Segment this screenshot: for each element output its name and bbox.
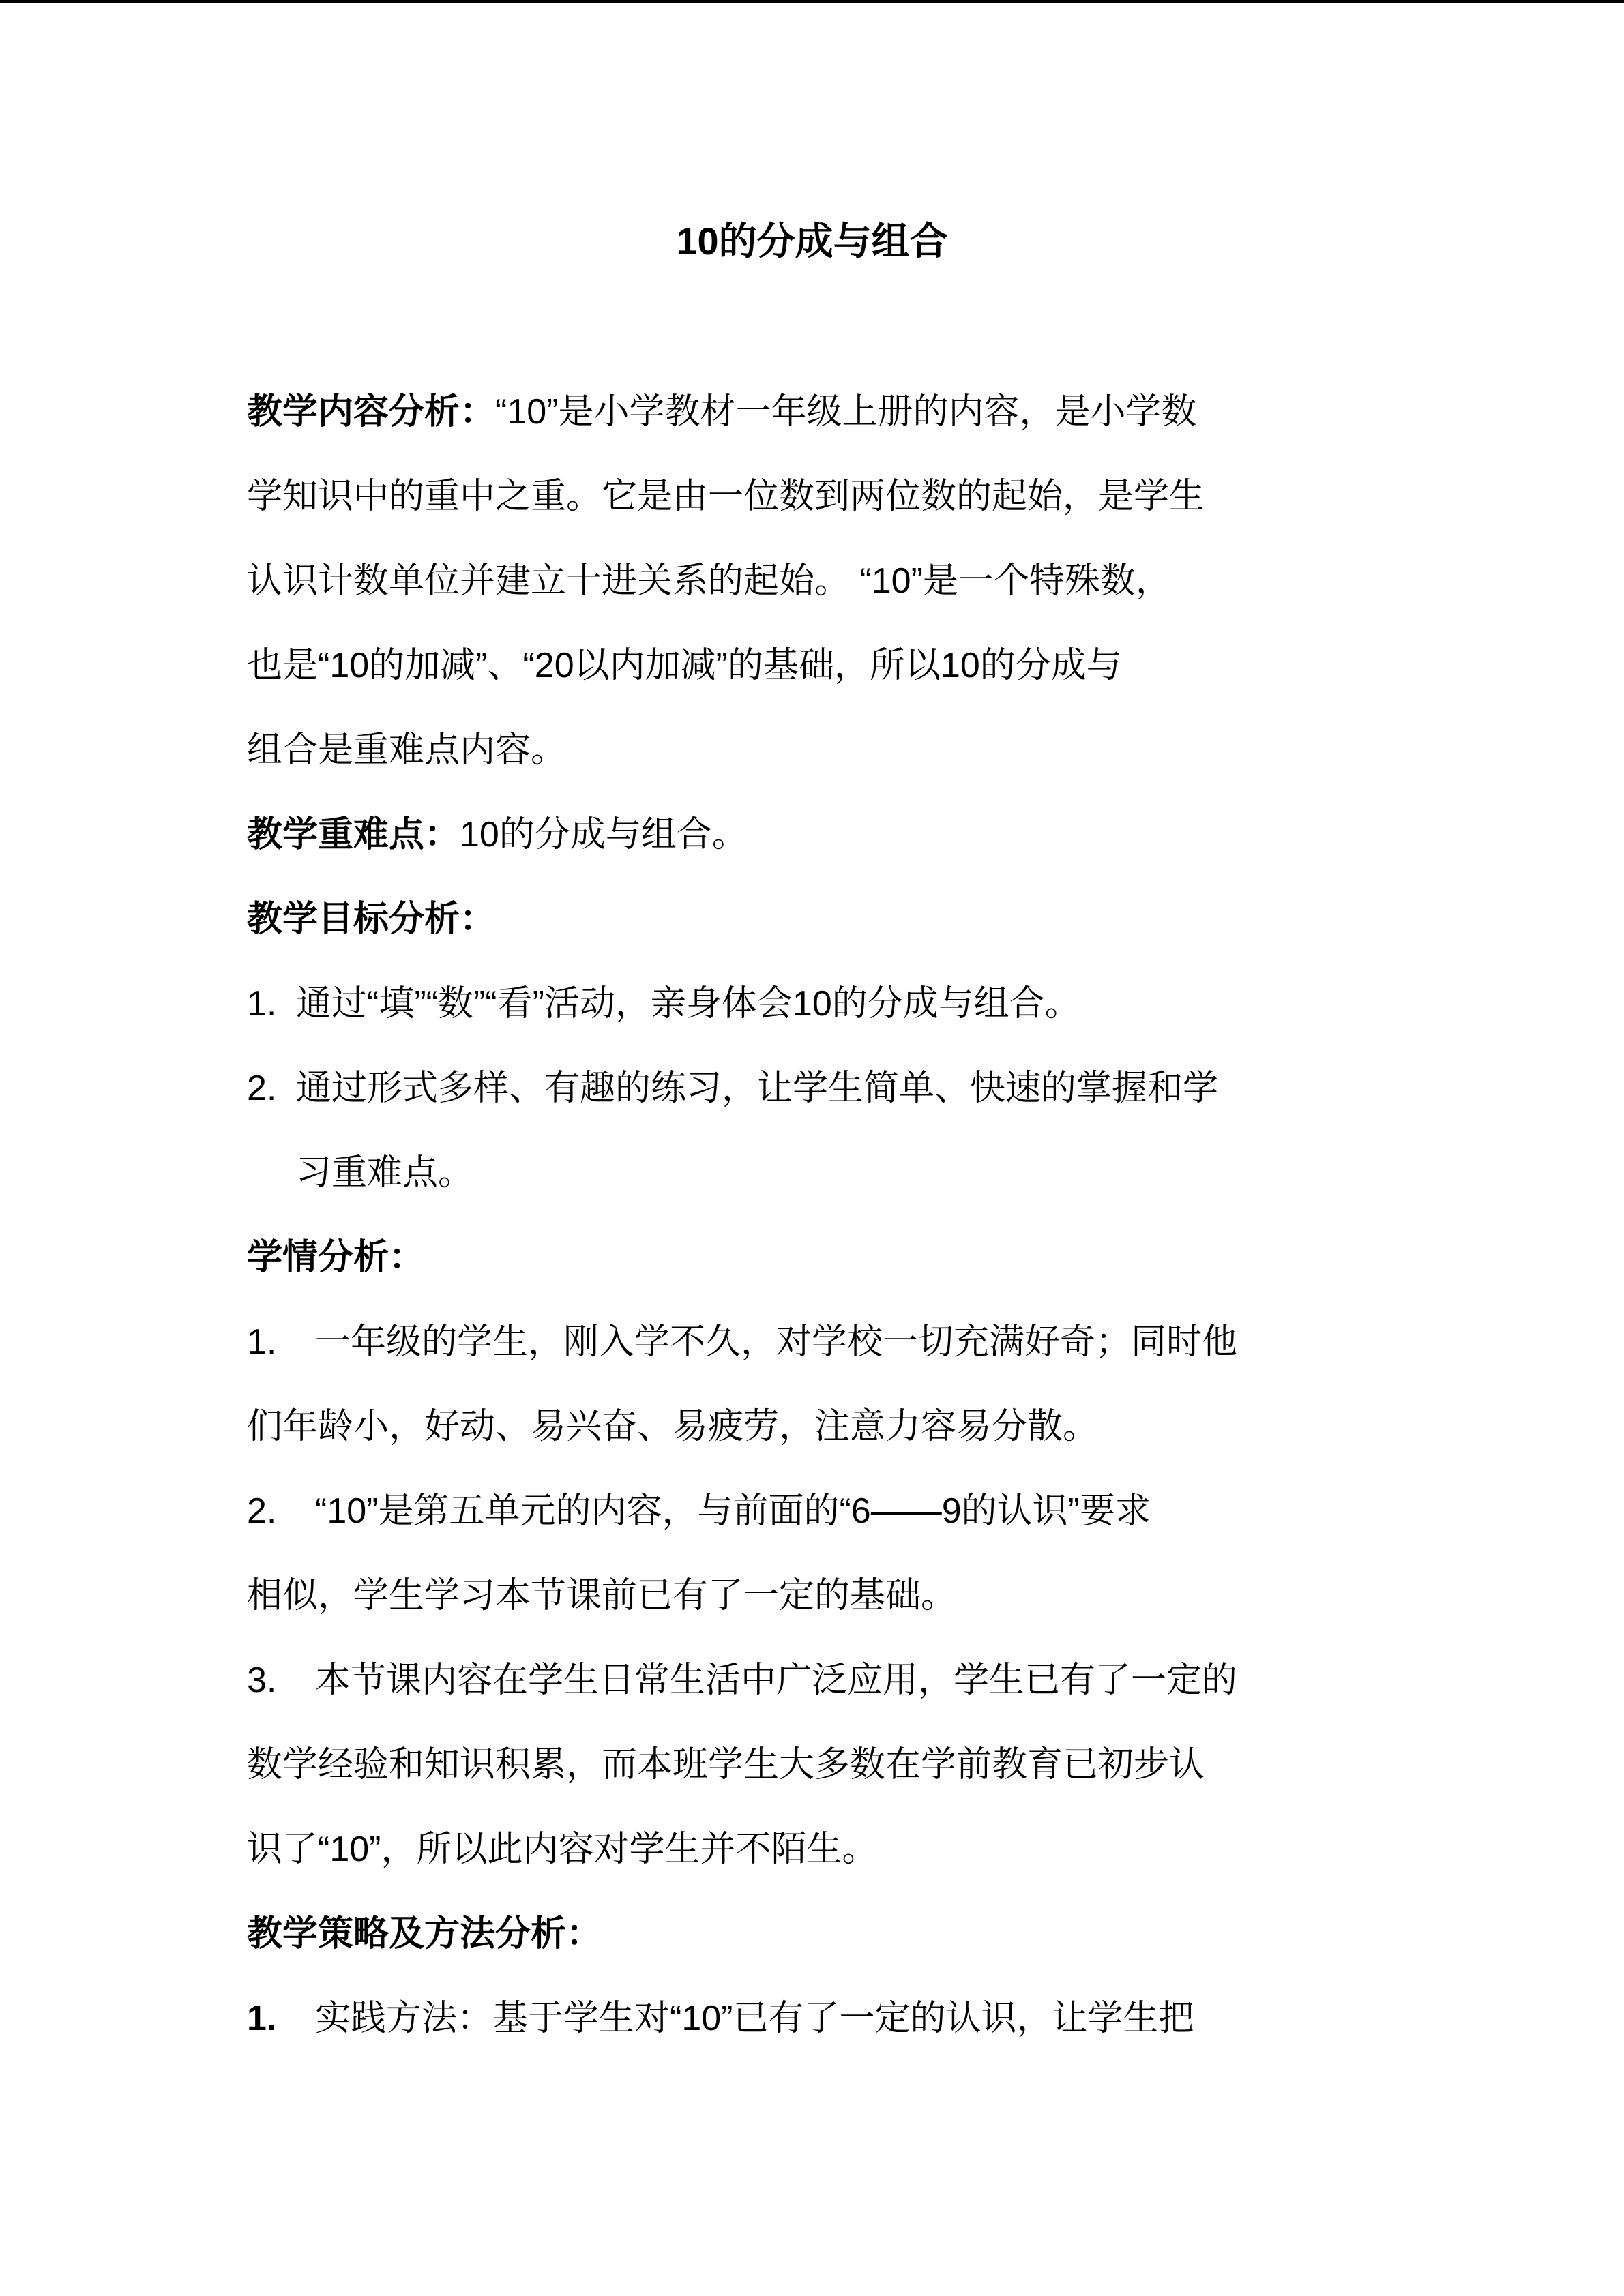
objective-item-text: 通过形式多样、有趣的练习，让学生简单、快速的掌握和学 [296, 1069, 1219, 1108]
learning-situation-item-2 [247, 1484, 1151, 1538]
learning-situation-heading: 学情分析： [247, 1238, 425, 1277]
learning-situation-item-3 [247, 1653, 1237, 1708]
learning-situation-item-text: 一年级的学生，刚入学不久，对学校一切充满好奇；同时他 [315, 1322, 1238, 1362]
objectives-heading: 教学目标分析： [247, 899, 496, 939]
learning-situation-item-text: 本节课内容在学生日常生活中广泛应用，学生已有了一定的 [315, 1660, 1238, 1700]
objective-item-2-continuation: 习重难点。 [296, 1153, 474, 1193]
learning-situation-item-2-continuation: 相似，学生学习本节课前已有了一定的基础。 [247, 1576, 957, 1615]
key-points-label: 教学重难点： [247, 815, 460, 854]
objective-item-text: 通过“填”“数”“看”活动，亲身体会10的分成与组合。 [296, 984, 1080, 1024]
strategy-heading: 教学策略及方法分析： [247, 1914, 602, 1954]
content-analysis-line-2: 学知识中的重中之重。它是由一位数到两位数的起始，是学生 [247, 477, 1205, 516]
objective-item-number: 1. [247, 984, 277, 1024]
objective-item-1 [247, 976, 1080, 1031]
learning-situation-item-number: 3. [247, 1660, 277, 1700]
content-analysis-text: “10”是小学教材一年级上册的内容，是小学数 [495, 392, 1197, 432]
content-analysis-label: 教学内容分析： [247, 392, 496, 432]
content-analysis-line-4: 也是“10的加减”、“20以内加减”的基础，所以10的分成与 [247, 646, 1122, 685]
objective-item-2 [247, 1061, 1218, 1116]
strategy-item-1 [247, 1991, 1194, 2046]
learning-situation-item-number: 1. [247, 1322, 277, 1362]
learning-situation-item-3-continuation-2: 识了“10”，所以此内容对学生并不陌生。 [247, 1830, 878, 1869]
content-analysis-line-5: 组合是重难点内容。 [247, 730, 567, 770]
learning-situation-item-3-continuation: 数学经验和知识积累，而本班学生大多数在学前教育已初步认 [247, 1745, 1205, 1785]
learning-situation-item-1-continuation: 们年龄小，好动、易兴奋、易疲劳，注意力容易分散。 [247, 1407, 1099, 1446]
learning-situation-item-text: “10”是第五单元的内容，与前面的“6——9的认识”要求 [315, 1491, 1151, 1531]
strategy-item-text: 实践方法：基于学生对“10”已有了一定的认识，让学生把 [315, 1999, 1194, 2038]
page-title: 10的分成与组合 [676, 220, 948, 263]
key-points-text: 10的分成与组合。 [460, 815, 748, 854]
strategy-item-number: 1. [247, 1999, 277, 2038]
objective-item-number: 2. [247, 1069, 277, 1108]
key-points-line [247, 807, 748, 862]
content-analysis-line-3: 认识计数单位并建立十进关系的起始。 “10”是一个特殊数， [247, 561, 1171, 601]
learning-situation-item-1 [247, 1315, 1237, 1369]
content-analysis-line-1 [247, 385, 1197, 439]
learning-situation-item-number: 2. [247, 1491, 277, 1531]
